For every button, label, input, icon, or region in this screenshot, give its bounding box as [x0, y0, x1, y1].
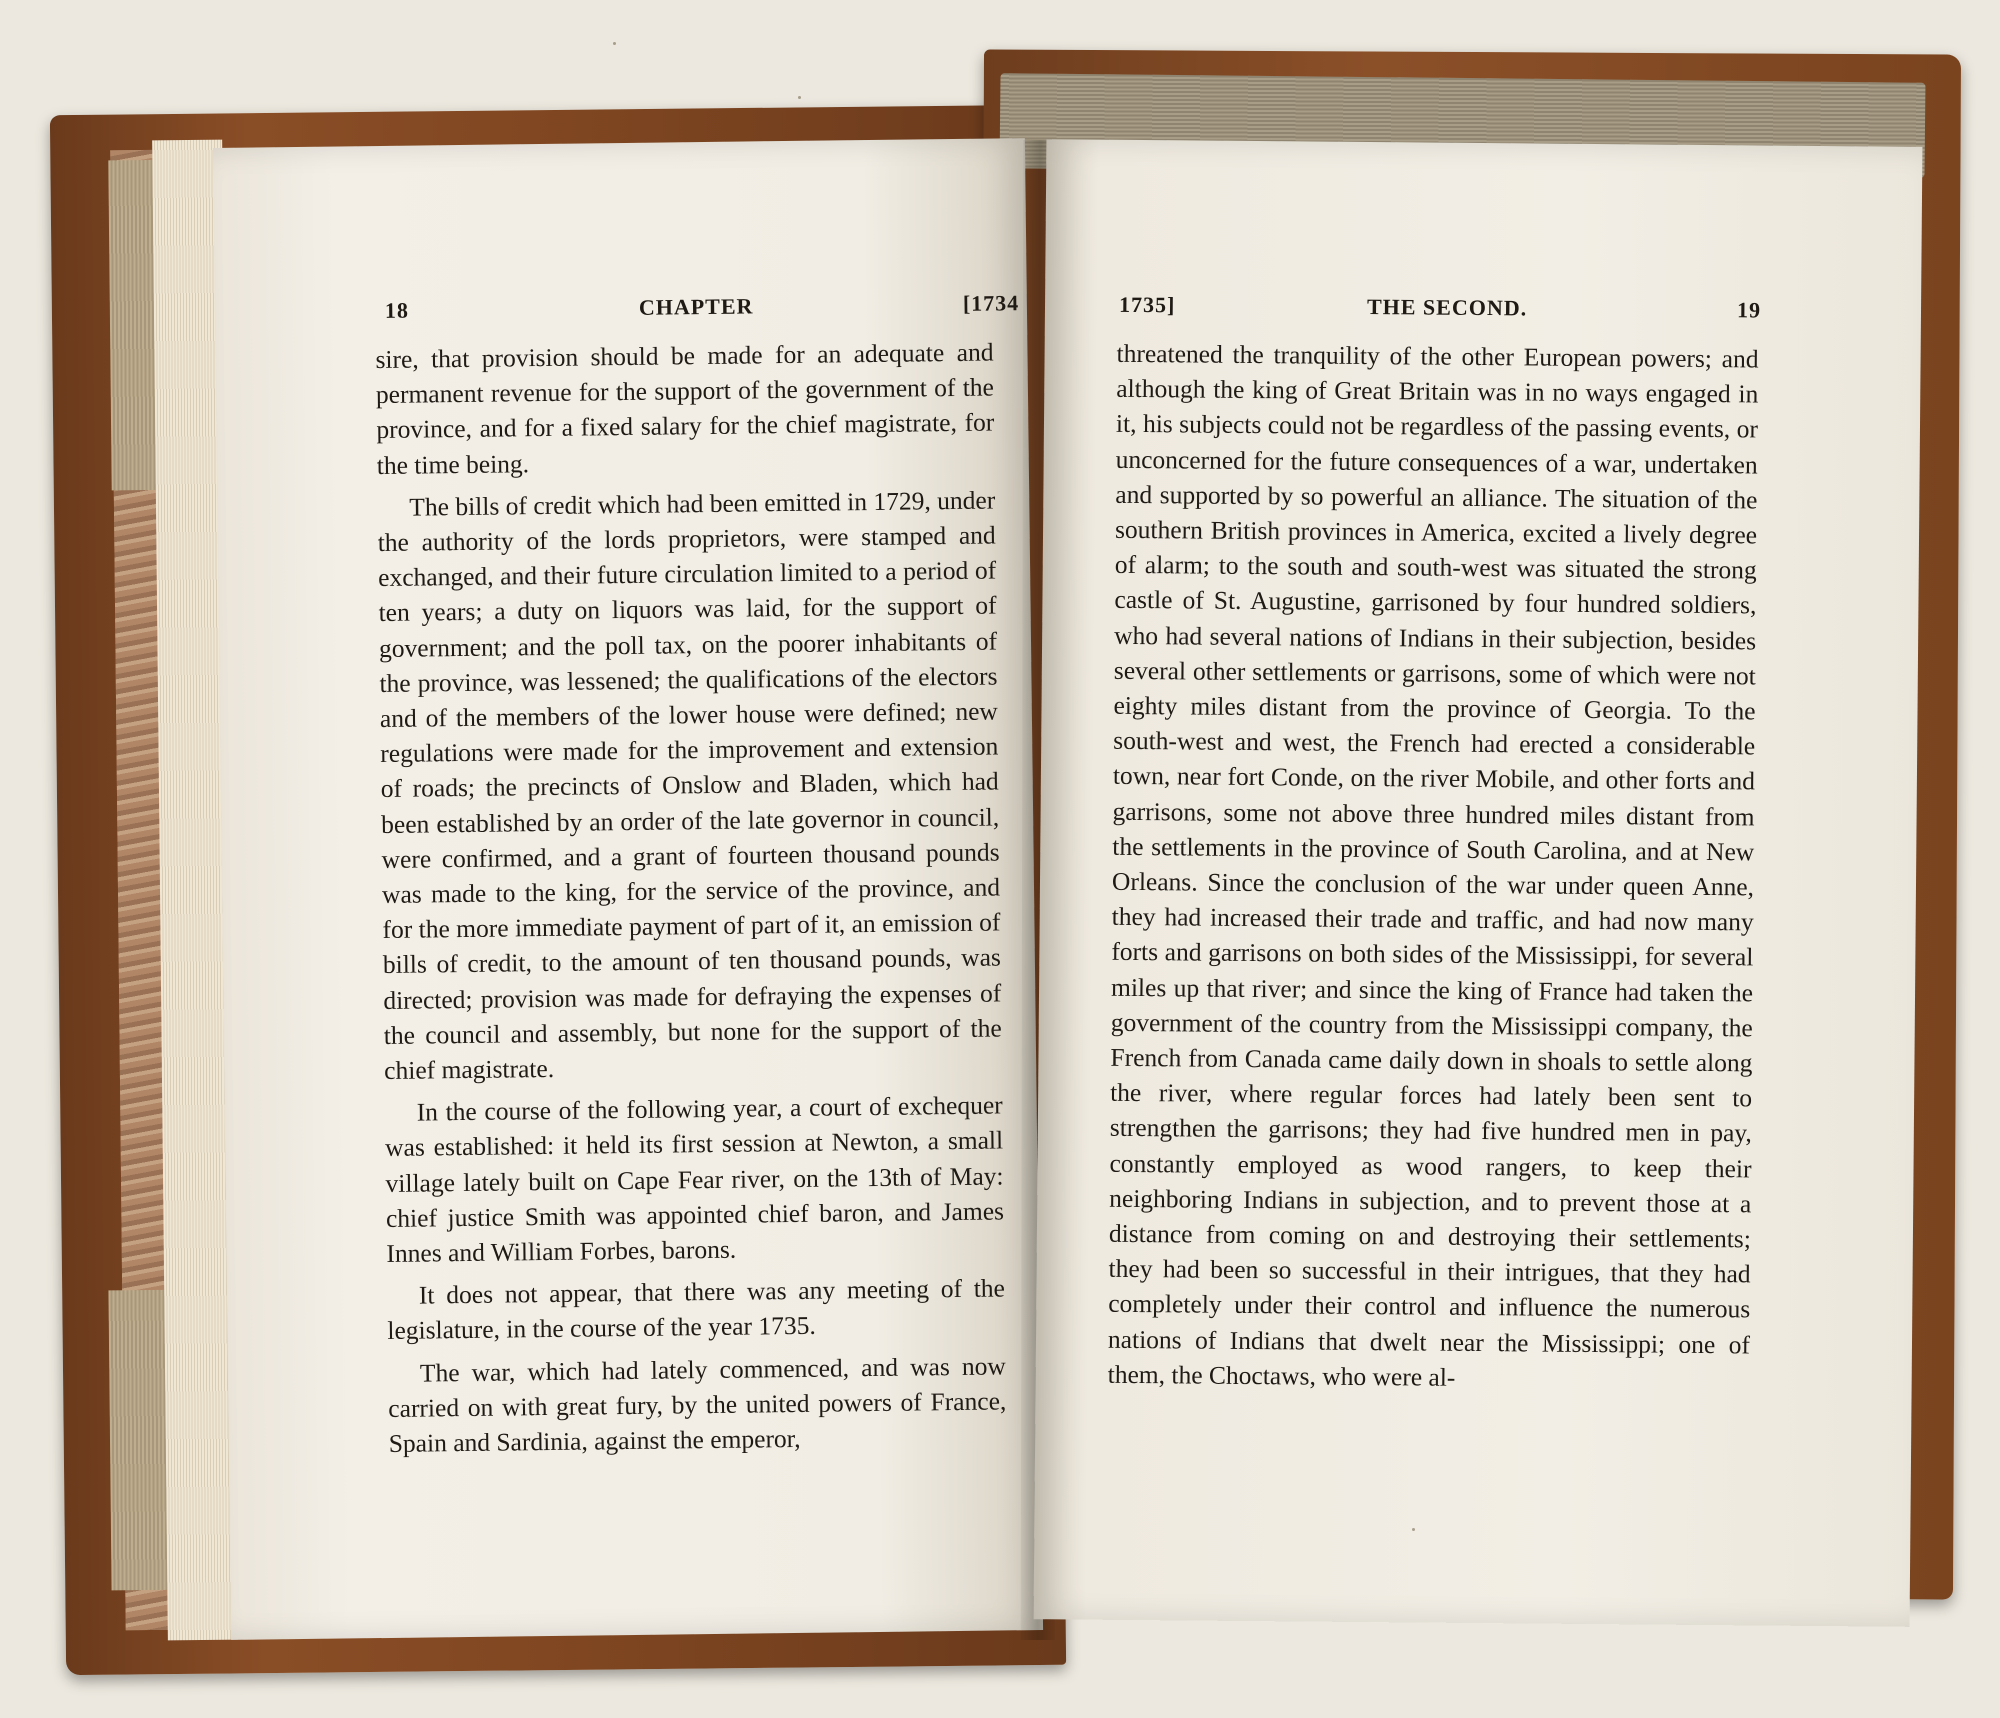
page-number-right: 19	[1736, 297, 1762, 323]
paragraph: threatened the tranquility of the other European powers; and although the king of Great Britain was in no ways engaged in it, his subjects could not be regardless of the passing events, or unconcerned for the future consequences of a war, undertaken and supported by so powerful an alliance. The situation of the southern British provinces in America, excited a lively degree of alarm; to the south and south-west was situated the strong castle of St. Augustine, garrisoned by four hundred soldiers, who had several nations of Indians in their subjection, besides several other settlements or garrisons, some of which were not eighty miles distant from the province of Georgia. To the south-west and west, the French had erected a considerable town, near fort Conde, on the river Mobile, and other forts and garrisons, some not above three hundred miles distant from the settlements in the province of South Carolina, and at New Orleans. Since the conclusion of the war under queen Anne, they had increased their trade and traffic, and had now many forts and garrisons on both sides of the Mississippi, for several miles up that river; and since the king of France had taken the government of the country from the Mississippi company, the French from Canada came daily down in shoals to settle along the river, where regular forces had lately been sent to strengthen the garrisons; they had five hundred men in pay, constantly employed as wood rangers, to keep their neighboring Indians in subjection, and to prevent those at a distance from coming on and destroying their settlements; they had been so successful in their intrigues, that they had completely under their control and influence the numerous nations of Indians that dwelt near the Mississippi; one of them, the Choctaws, who were al-	[1107, 338, 1759, 1392]
left-page-text	[375, 334, 1007, 1461]
paragraph: The bills of credit which had been emitted in 1729, under the authority of the lords proprietors, were stamped and exchanged, and their future circulation limited to a period of ten years; a duty on liquors was laid, for the support of government; and the poll tax, on the poorer inhabitants of the province, was lessened; the qualifications of the electors and of the members of the lower house were defined; new regulations were made for the improvement and extension of roads; the precincts of Onslow and Bladen, which had been established by an order of the late governor in council, were confirmed, and a grant of fourteen thousand pounds was made to the king, for the service of the province, and for the more immediate payment of part of it, an emission of bills of credit, to the amount of ten thousand pounds, was directed; provision was made for defraying the expenses of the council and assembly, but none for the support of the chief magistrate.	[377, 485, 1002, 1086]
paragraph: The war, which had lately commenced, and was now carried on with great fury, by the united powers of France, Spain and Sardinia, against the emperor,	[388, 1351, 1007, 1459]
paragraph: In the course of the following year, a court of exchequer was established: it held its first session at Newton, a small village lately built on Cape Fear river, on the 13th of May: chief justice Smith was appointed chief baron, and James Innes and William Forbes, barons.	[384, 1090, 1005, 1269]
year-mark-right: 1735]	[1118, 291, 1176, 318]
paragraph: sire, that provision should be made for an adequate and permanent revenue for the support of the government of the province, and for a fixed salary for the chief magistrate, for the time being.	[375, 337, 995, 480]
right-page-text	[1108, 336, 1759, 1398]
running-head-left: CHAPTER	[638, 293, 754, 320]
left-page	[213, 138, 1043, 1640]
scan-speck	[1412, 1528, 1415, 1531]
right-page	[1034, 139, 1923, 1627]
running-head-right: THE SECOND.	[1366, 294, 1528, 321]
scan-speck	[798, 96, 801, 99]
year-mark-left: [1734	[962, 290, 1020, 316]
scan-speck	[613, 42, 616, 45]
page-number-left: 18	[384, 297, 410, 323]
paragraph: It does not appear, that there was any meeting of the legislature, in the course of the year 1735.	[387, 1273, 1006, 1346]
